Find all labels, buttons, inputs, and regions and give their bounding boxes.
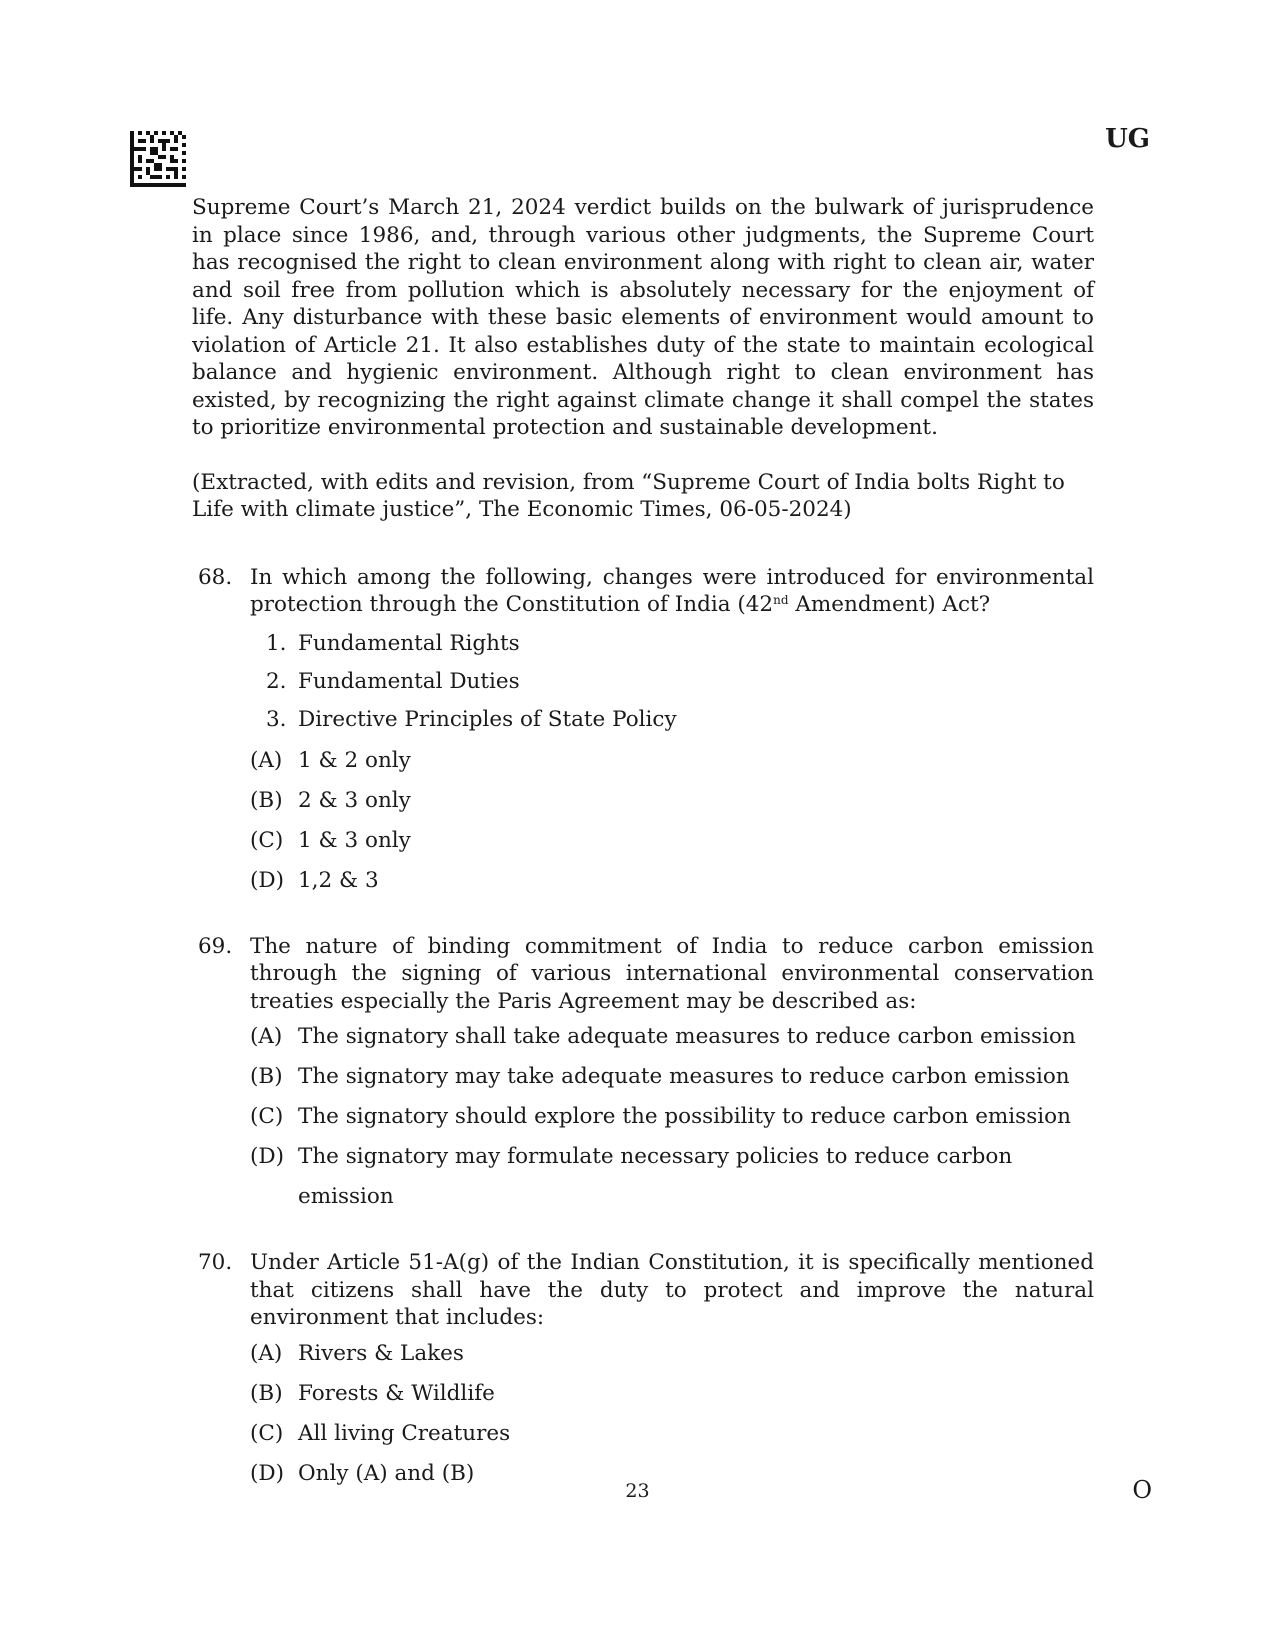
question-stem: Under Article 51-A(g) of the Indian Constitution, it is specifically mentioned that citizens shall have the duty to protect and improve the natural environment that includes:: [250, 1250, 1094, 1330]
option-c: (C) All living Creatures: [250, 1420, 511, 1446]
option-c: (C) 1 & 3 only: [250, 827, 411, 853]
option-a: (A) 1 & 2 only: [250, 747, 411, 773]
statement-item: 1. Fundamental Rights: [266, 630, 520, 656]
question-69: [192, 933, 1094, 1218]
question-70: [192, 1249, 1094, 1494]
statement-item: 3. Directive Principles of State Policy: [266, 706, 677, 732]
page-content: [192, 194, 1094, 1494]
statement-item: 2. Fundamental Duties: [266, 668, 520, 694]
option-c: (C) The signatory should explore the possibility to reduce carbon emission: [250, 1104, 1071, 1129]
qr-code-icon: [130, 131, 186, 187]
booklet-code: O: [1132, 1476, 1152, 1504]
statement-list: [250, 625, 1094, 739]
option-b: (B) Forests & Wildlife: [250, 1380, 495, 1406]
option-d: (D) Only (A) and (B): [250, 1460, 475, 1486]
passage: [192, 194, 1094, 524]
page-number: 23: [625, 1480, 650, 1502]
passage-source: (Extracted, with edits and revision, from “Supreme Court of India bolts Right to Life with climate justice”, The Economic Times, 06-05-2024): [192, 469, 1065, 522]
option-a: (A) Rivers & Lakes: [250, 1340, 464, 1366]
option-d: (D) The signatory may formulate necessary policies to reduce carbon emission: [250, 1144, 1013, 1209]
question-number: 70.: [198, 1250, 233, 1275]
option-b: (B) 2 & 3 only: [250, 787, 411, 813]
question-stem: In which among the following, changes were introduced for environmental protection through the Constitution of India (42nd Amendment) Act?: [250, 564, 1094, 617]
passage-paragraph: Supreme Court’s March 21, 2024 verdict builds on the bulwark of jurisprudence in place since 1986, and, through various other judgments, the Supreme Court has recognised the right to clean environment along with right to clean air, water and soil free from pollution which is absolutely necessary for the enjoyment of life. Any disturbance with these basic elements of environment would amount to violation of Article 21. It also establishes duty of the state to maintain ecological balance and hygienic environment. Although right to clean environment has existed, by recognizing the right against climate change it shall compel the states to prioritize environmental protection and sustainable development.: [192, 195, 1094, 440]
question-68: [192, 564, 1094, 901]
option-list: [250, 1334, 1094, 1494]
option-list: [250, 741, 1094, 901]
option-b: (B) The signatory may take adequate measures to reduce carbon emission: [250, 1064, 1070, 1089]
option-a: (A) The signatory shall take adequate measures to reduce carbon emission: [250, 1024, 1076, 1049]
option-d: (D) 1,2 & 3: [250, 867, 379, 893]
question-stem: The nature of binding commitment of India to reduce carbon emission through the signing of various international environmental conservation treaties especially the Paris Agreement may be described as:: [250, 933, 1094, 1014]
question-number: 68.: [198, 564, 233, 590]
option-list: [250, 1017, 1094, 1217]
paper-code: UG: [1105, 124, 1150, 154]
question-number: 69.: [198, 933, 233, 959]
